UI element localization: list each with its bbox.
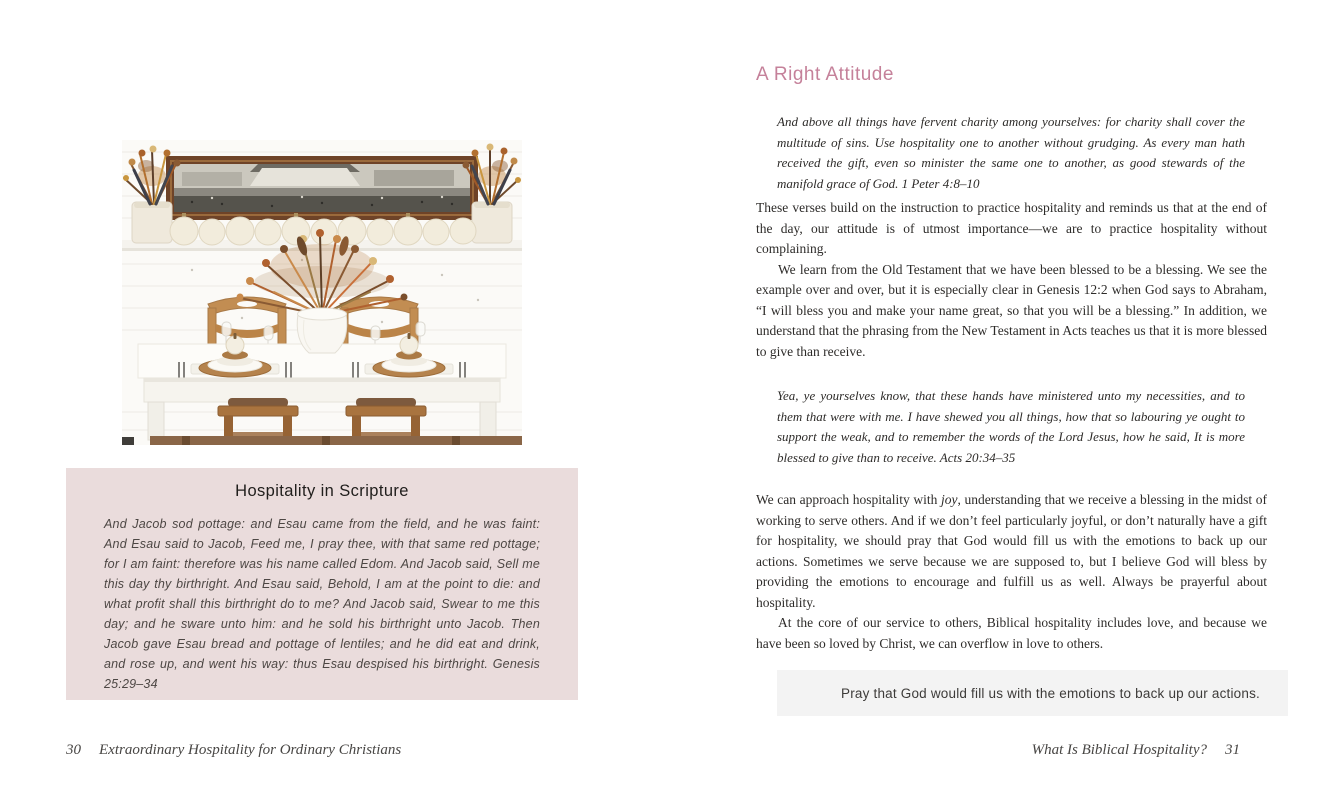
crock-left xyxy=(132,202,172,243)
prayer-callout-text: Pray that God would fill us with the emotions to back up our actions. xyxy=(840,685,1260,701)
centerpiece-vase xyxy=(297,308,347,353)
page-number: 30 xyxy=(66,742,81,758)
crock-right xyxy=(472,202,512,243)
dining-room-photo xyxy=(122,140,522,445)
body-block-1 xyxy=(756,198,1267,362)
chapter-title: What Is Biblical Hospitality? xyxy=(1031,742,1207,758)
hospitality-callout xyxy=(66,468,578,700)
body-paragraph-1: These verses build on the instruction to practice hospitality and reminds us that at the end of the day, our attitude is of utmost importance—we are to practice hospitality without complaining. xyxy=(756,200,1267,256)
bench xyxy=(122,436,522,445)
page-number: 31 xyxy=(1225,742,1240,758)
para3-emphasis: joy xyxy=(940,492,958,507)
scripture-quote-2: Yea, ye yourselves know, that these hands have ministered unto my necessities, and to them that were with me. I have shewed you all things, how that so labouring ye ought to support the weak, and to remember the words of the Lord Jesus, how he said, It is more blessed to give than to receive. Acts 20:34–35 xyxy=(777,388,1245,465)
body-paragraph-2: We learn from the Old Testament that we have been blessed to be a blessing. We see the example over and over, but it is especially clear in Genesis 12:2 when God says to Abraham, “I will bless you and make your name great, so that you will be a blessing.” In addition, we understand that the phrasing from the New Testament in Acts teaches us that it is more blessed to give than receive. xyxy=(756,261,1267,359)
callout-title: Hospitality in Scripture xyxy=(235,482,409,500)
scripture-quote-1: And above all things have fervent charity among yourselves: for charity shall cover the multitude of sins. Use hospitality one to another without grudging. As every man hath received the gift, even so minister the same one to another, as good stewards of the manifold grace of God. 1 Peter 4:8–10 xyxy=(777,114,1245,191)
section-heading: A Right Attitude xyxy=(756,64,894,85)
right-page xyxy=(667,0,1333,800)
body-block-2 xyxy=(756,490,1267,654)
picture-frame xyxy=(166,156,478,220)
para3-lead: We can approach hospitality with xyxy=(756,492,941,507)
page-footer-left xyxy=(66,742,401,759)
book-title: Extraordinary Hospitality for Ordinary Christians xyxy=(99,742,402,758)
prayer-callout xyxy=(777,670,1288,716)
left-page xyxy=(0,0,666,800)
page-footer-right xyxy=(1032,742,1240,759)
callout-body: And Jacob sod pottage: and Esau came from the field, and he was faint: And Esau said to Jacob, Feed me, I pray thee, with that same red pottage; for I am faint: therefore was his name called Edom. And Jacob said, Sell me this day thy birthright. And Esau said, Behold, I am at the point to die: and what profit shall this birthright do to me? And Jacob said, Swear to me this day; and he sware unto him: and he sold his birthright unto Jacob. Then Jacob gave Esau bread and pottage of lentiles; and he did eat and drink, and rose up, and went his way: thus Esau despised his birthright. Genesis 25:29–34 xyxy=(104,517,540,691)
body-paragraph-4: At the core of our service to others, Biblical hospitality includes love, and because we have been so loved by Christ, we can overflow in love to others. xyxy=(756,615,1267,651)
para3-rest: , understanding that we receive a blessing in the midst of working to serve others. And if we don’t feel particularly joyful, or don’t naturally have a gift for hospitality, we should pray that God would fill us with the emotions to back up our actions. Sometimes we serve because we are supposed to, but I believe God will bless by providing the emotions to encourage and fulfill us as well. Always be prayerful about hospitality. xyxy=(756,492,1268,610)
body-paragraph-3 xyxy=(756,490,1267,613)
